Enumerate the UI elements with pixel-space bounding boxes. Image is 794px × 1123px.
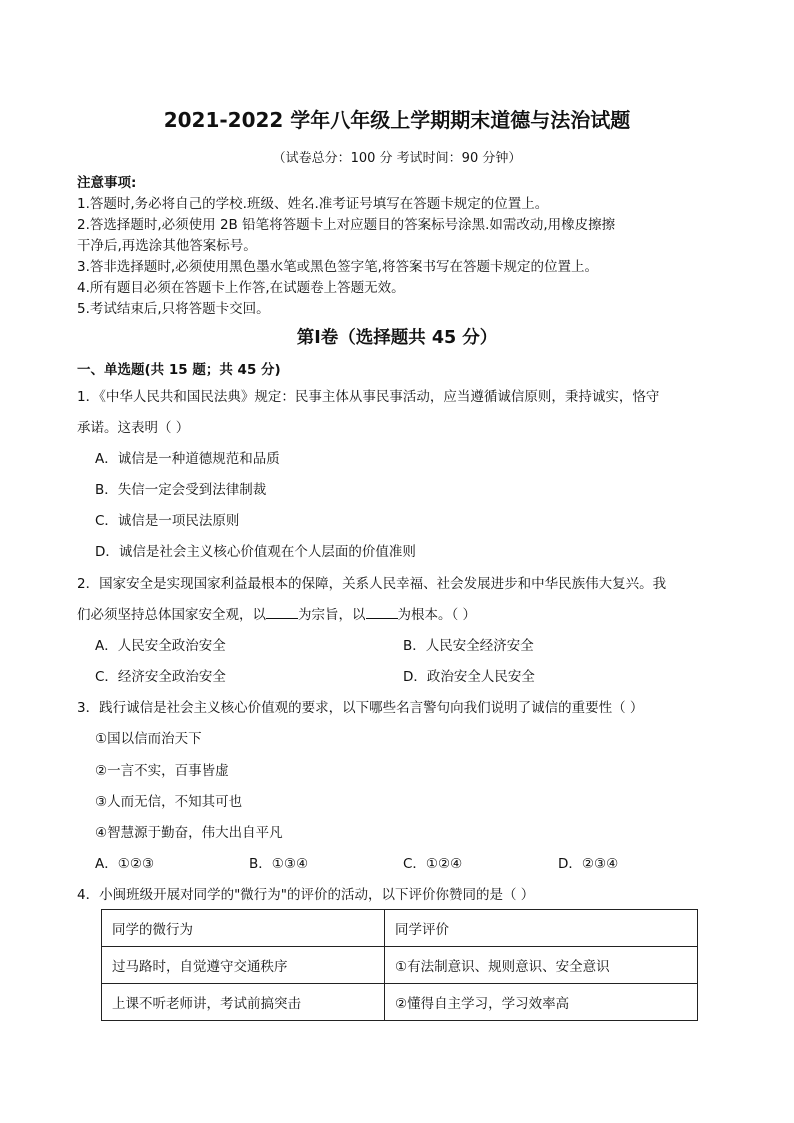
table-cell: 上课不听老师讲，考试前搞突击	[102, 984, 385, 1021]
q2-option-c: C．经济安全政治安全	[95, 669, 226, 685]
q1-option-c: C．诚信是一项民法原则	[95, 513, 240, 529]
q1-option-a: A．诚信是一种道德规范和品质	[95, 451, 280, 467]
table-row	[102, 984, 698, 1021]
fill-blank	[266, 605, 298, 619]
q2-option-b: B．人民安全经济安全	[403, 638, 534, 654]
q1-option-b: B．失信一定会受到法律制裁	[95, 482, 267, 498]
q2-option-d: D．政治安全人民安全	[403, 669, 535, 685]
q1-stem-line2: 承诺。这表明（ ）	[77, 420, 190, 436]
q3-option-a: A．①②③	[95, 856, 155, 872]
q2-stem-part: 们必须坚持总体国家安全观，以	[77, 607, 266, 623]
part-heading: 一、单选题(共 15 题；共 45 分)	[77, 362, 281, 378]
table-cell: ①有法制意识、规则意识、安全意识	[385, 947, 698, 984]
note-item: 4.所有题目必须在答题卡上作答,在试题卷上答题无效。	[77, 280, 405, 296]
q2-stem-line1: 2．国家安全是实现国家利益最根本的保障，关系人民幸福、社会发展进步和中华民族伟大复兴。我	[77, 576, 667, 592]
exam-subtitle: （试卷总分：100 分 考试时间：90 分钟）	[272, 151, 522, 166]
q3-option-d: D．②③④	[558, 856, 619, 872]
notes-heading: 注意事项:	[77, 175, 137, 191]
note-item: 2.答选择题时,必须使用 2B 铅笔将答题卡上对应题目的答案标号涂黑.如需改动,用橡皮擦擦	[77, 217, 616, 233]
note-item: 5.考试结束后,只将答题卡交回。	[77, 301, 270, 317]
q3-stem: 3．践行诚信是社会主义核心价值观的要求，以下哪些名言警句向我们说明了诚信的重要性（ ）	[77, 700, 644, 716]
q3-option-b: B．①③④	[249, 856, 309, 872]
table-row	[102, 947, 698, 984]
note-item: 干净后,再选涂其他答案标号。	[77, 238, 257, 254]
table-header-cell: 同学评价	[385, 910, 698, 947]
table-cell: ②懂得自主学习，学习效率高	[385, 984, 698, 1021]
q4-table	[101, 909, 698, 1021]
note-item: 3.答非选择题时,必须使用黑色墨水笔或黑色签字笔,将答案书写在答题卡规定的位置上。	[77, 259, 598, 275]
q4-stem: 4．小闽班级开展对同学的"微行为"的评价的活动，以下评价你赞同的是（ ）	[77, 887, 535, 903]
note-item: 1.答题时,务必将自己的学校.班级、姓名.准考证号填写在答题卡规定的位置上。	[77, 196, 549, 212]
q2-stem-part: 为根本。（ ）	[397, 607, 477, 623]
q3-item-3: ③人而无信，不知其可也	[95, 794, 243, 810]
q3-item-2: ②一言不实，百事皆虚	[95, 763, 229, 779]
table-header-cell: 同学的微行为	[102, 910, 385, 947]
fill-blank	[366, 605, 398, 619]
table-header-row	[102, 910, 698, 947]
exam-title: 2021-2022 学年八年级上学期期末道德与法治试题	[163, 108, 631, 132]
q3-item-4: ④智慧源于勤奋，伟大出自平凡	[95, 825, 283, 841]
q1-stem-line1: 1．《中华人民共和国民法典》规定：民事主体从事民事活动，应当遵循诚信原则，秉持诚实，恪守	[77, 389, 660, 405]
q3-item-1: ①国以信而治天下	[95, 731, 202, 747]
q2-stem-line2	[77, 603, 476, 623]
table-cell: 过马路时，自觉遵守交通秩序	[102, 947, 385, 984]
q1-option-d: D．诚信是社会主义核心价值观在个人层面的价值准则	[95, 544, 416, 560]
section-title: 第Ⅰ卷（选择题共 45 分）	[296, 328, 498, 348]
q3-option-c: C．①②④	[403, 856, 463, 872]
q2-stem-part: 为宗旨，以	[298, 607, 366, 623]
q2-option-a: A．人民安全政治安全	[95, 638, 226, 654]
